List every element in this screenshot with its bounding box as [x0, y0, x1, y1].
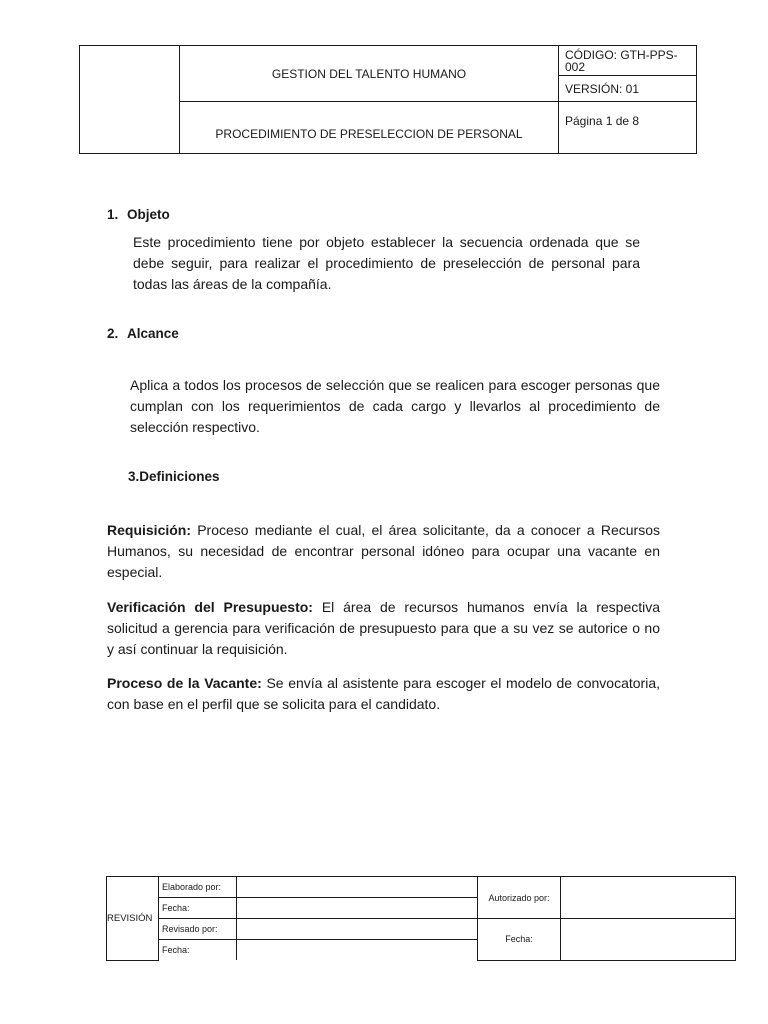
- fecha-field: [237, 898, 478, 919]
- section-title: Alcance: [127, 326, 179, 341]
- definition-term: Proceso de la Vacante:: [107, 675, 262, 691]
- fecha-label: Fecha:: [159, 940, 237, 961]
- section-objeto-text: Este procedimiento tiene por objeto establecer la secuencia ordenada que se debe seguir, para realizar el procedimiento de preselección de personal para todas las áreas de la compañía.: [133, 234, 640, 292]
- logo-cell: [80, 46, 180, 154]
- document-code: CÓDIGO: GTH-PPS-002: [559, 46, 697, 76]
- fecha-autorizacion-label: Fecha:: [478, 919, 561, 961]
- revision-label: REVISIÓN: [107, 877, 159, 961]
- fecha-autorizacion-field: [561, 919, 736, 961]
- procedure-title: PROCEDIMIENTO DE PRESELECCION DE PERSONAL: [180, 102, 559, 154]
- section-alcance-text: Aplica a todos los procesos de selección que se realicen para escoger personas que cumplan con los requerimientos de cada cargo y llevarlos al procedimiento de selección respectivo.: [130, 377, 660, 435]
- definition-term: Verificación del Presupuesto:: [107, 599, 313, 615]
- fecha-label: Fecha:: [159, 898, 237, 919]
- definition-requisicion: [107, 520, 660, 583]
- definition-verificacion: [107, 597, 660, 660]
- revisado-label: Revisado por:: [159, 919, 237, 940]
- document-version: VERSIÓN: 01: [559, 76, 697, 102]
- page-number: Página 1 de 8: [559, 102, 697, 154]
- document-header: [79, 45, 697, 154]
- definition-text: El área de recursos humanos envía la respectiva solicitud a gerencia para verificación de presupuesto para que a su vez se autorice o no y así continuar la requisición.: [107, 599, 661, 657]
- section-number: 2.: [107, 326, 119, 341]
- definition-text: Se envía al asistente para escoger el modelo de convocatoria, con base en el perfil que se solicita para el candidato.: [107, 675, 661, 712]
- section-definiciones-heading: 3.Definiciones: [128, 469, 220, 484]
- section-title: Objeto: [127, 207, 170, 222]
- definition-proceso-vacante: [107, 673, 660, 715]
- revision-table: [106, 876, 736, 961]
- autorizado-field: [561, 877, 736, 919]
- elaborado-field: [237, 877, 478, 898]
- revisado-field: [237, 919, 478, 940]
- definition-term: Requisición:: [107, 522, 192, 538]
- elaborado-label: Elaborado por:: [159, 877, 237, 898]
- definition-text: Proceso mediante el cual, el área solicitante, da a conocer a Recursos Humanos, su necesidad de encontrar personal idóneo para ocupar una vacante en especial.: [107, 522, 660, 580]
- fecha-field: [237, 940, 478, 961]
- section-objeto-heading: [107, 207, 170, 222]
- autorizado-label: Autorizado por:: [478, 877, 561, 919]
- section-alcance-heading: [107, 326, 179, 341]
- section-number: 1.: [107, 207, 119, 222]
- department-title: GESTION DEL TALENTO HUMANO: [180, 46, 559, 102]
